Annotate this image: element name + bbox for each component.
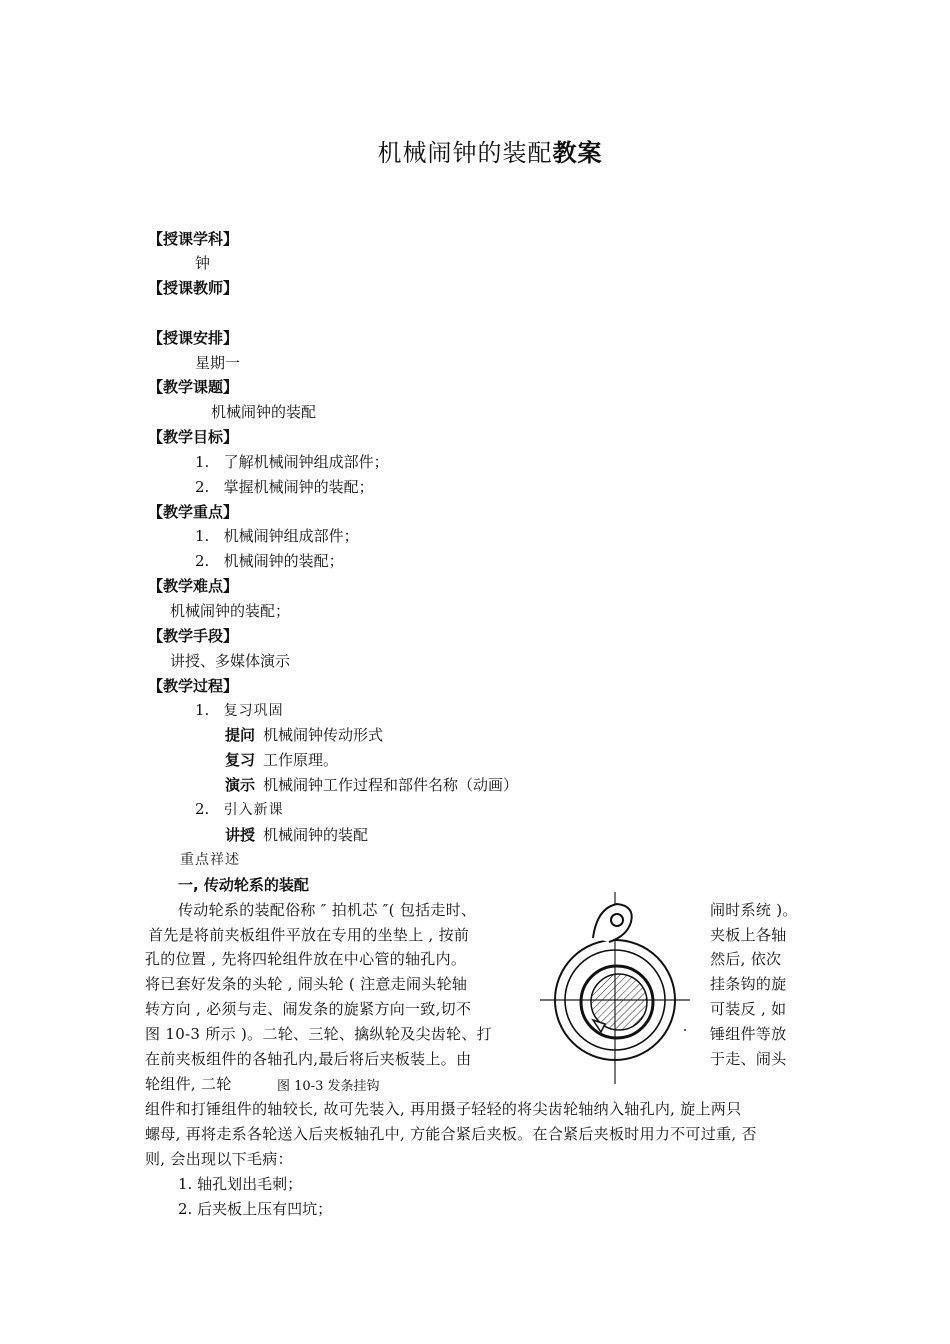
body-line: 将已套好发条的头轮 , 闹头轮 ( 注意走闹头轮轴 — [145, 975, 468, 993]
goal-item: 2. 掌握机械闹钟的装配； — [195, 478, 374, 496]
process-step-1: 1. 复习巩固 — [195, 701, 284, 719]
topic-label: 【教学课题】 — [148, 378, 239, 396]
body-line: 首先是将前夹板组件平放在专用的坐垫上 , 按前 — [148, 926, 470, 944]
process-line: 讲授 机械闹钟的装配 — [225, 826, 369, 844]
key-point-item: 2. 机械闹钟的装配； — [195, 552, 344, 570]
problem-item: 2. 后夹板上压有凹坑； — [178, 1200, 333, 1218]
body-line-right: 夹板上各轴 — [710, 926, 787, 944]
process-line: 演示 机械闹钟工作过程和部件名称（动画） — [225, 776, 519, 794]
body-line: 在前夹板组件的各轴孔内,最后将后夹板装上。由 — [145, 1050, 472, 1068]
key-points-label: 【教学重点】 — [148, 503, 239, 521]
body-line: 轮组件, 二轮 — [145, 1075, 232, 1093]
body-line-right: 闹时系统 )。 — [710, 901, 798, 919]
methods-label: 【教学手段】 — [148, 627, 239, 645]
goals-label: 【教学目标】 — [148, 428, 239, 446]
body-line-right: 然后, 依次 — [710, 950, 782, 968]
body-line: 螺母, 再将走系各轮送入后夹板轴孔中, 方能合紧后夹板。在合紧后夹板时用力不可过重, 否 — [145, 1125, 757, 1143]
process-line: 复习 工作原理。 — [225, 751, 339, 769]
section-heading: 一, 传动轮系的装配 — [178, 876, 309, 894]
page-title: 机械闹钟的装配教案 — [377, 139, 603, 167]
body-line-right: 于走、闹头 — [710, 1050, 787, 1068]
topic-value: 机械闹钟的装配 — [211, 403, 317, 421]
body-line: 传动轮系的装配俗称 ″ 拍机芯 ″( 包括走时、 — [178, 901, 477, 919]
subject-label: 【授课学科】 — [148, 230, 239, 248]
subject-value: 钟 — [195, 254, 211, 272]
body-line-right: 锤组件等放 — [710, 1025, 787, 1043]
body-line-right: 挂条钩的旋 — [710, 975, 787, 993]
difficulty-value: 机械闹钟的装配； — [170, 602, 291, 620]
methods-value: 讲授、多媒体演示 — [170, 652, 291, 670]
process-step-2: 2. 引入新课 — [195, 800, 284, 818]
schedule-label: 【授课安排】 — [148, 329, 239, 347]
goal-item: 1. 了解机械闹钟组成部件； — [195, 453, 389, 471]
body-line: 组件和打锤组件的轴较长, 故可先装入, 再用摄子轻轻的将尖齿轮轴纳入轴孔内, 旋上两只 — [145, 1100, 742, 1118]
body-line: 转方向 , 必须与走、闹发条的旋紧方向一致,切不 — [145, 1000, 472, 1018]
difficulty-label: 【教学难点】 — [148, 577, 239, 595]
teacher-label: 【授课教师】 — [148, 279, 239, 297]
process-line: 提问 机械闹钟传动形式 — [225, 726, 384, 744]
body-line-right: 可装反 , 如 — [710, 1000, 787, 1018]
body-line: 图 10-3 所示 )。二轮、三轮、擒纵轮及尖齿轮、打 — [145, 1025, 492, 1043]
figure-caption: 图 10-3 发条挂钩 — [277, 1079, 380, 1094]
focus-heading: 重点祥述 — [180, 852, 240, 868]
process-label: 【教学过程】 — [148, 677, 239, 695]
key-point-item: 1. 机械闹钟组成部件； — [195, 527, 359, 545]
schedule-value: 星期一 — [195, 354, 241, 372]
body-line: 则, 会出现以下毛病： — [145, 1150, 293, 1168]
mainspring-hook-figure — [535, 890, 695, 1086]
body-line: 孔的位置 , 先将四轮组件放在中心管的轴孔内。 — [145, 950, 467, 968]
problem-item: 1. 轴孔划出毛刺； — [178, 1175, 303, 1193]
